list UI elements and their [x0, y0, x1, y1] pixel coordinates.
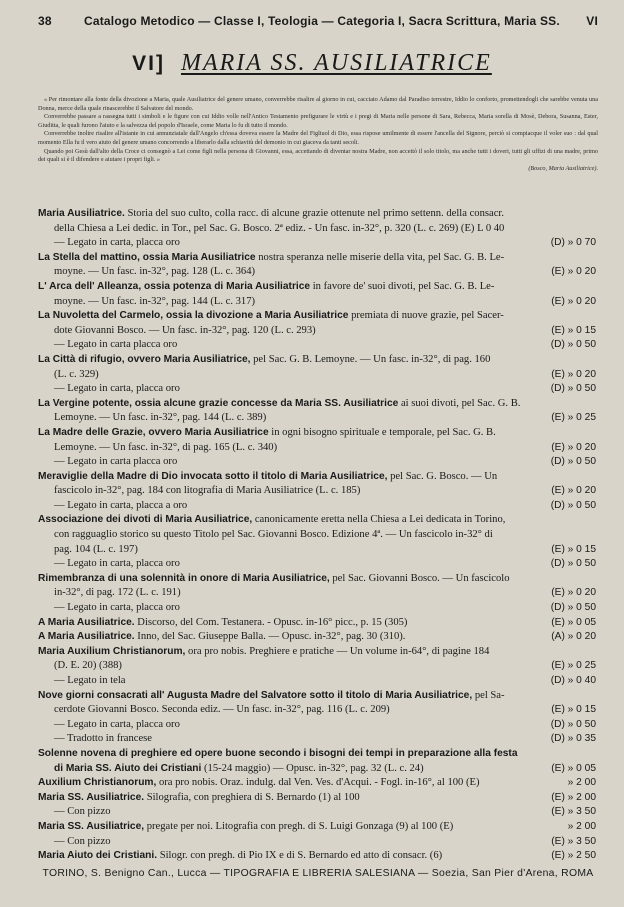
catalog-entry — [38, 309, 596, 324]
entry-price: (E) » 0 15 — [551, 543, 596, 555]
catalog-entry-continuation — [38, 441, 596, 456]
entry-price: (E) » 0 25 — [551, 660, 596, 672]
entry-text: Silogr. con pregh. di Pio IX e di S. Bernardo ed atto di consacr. (6) — [157, 850, 443, 862]
entry-text: Lemoyne. — Un fasc. in-32°, pag. 144 (L. c. 389) — [54, 412, 267, 424]
catalog-subentry — [38, 455, 596, 470]
entry-price: (D) » 0 50 — [550, 602, 596, 614]
entry-title: Meraviglie della Madre di Dio invocata sotto il titolo di Maria Ausiliatrice, — [38, 470, 388, 482]
entry-title: La Nuvoletta del Carmelo, ossia la divozione a Maria Ausiliatrice — [38, 310, 349, 322]
entry-price: (E) » 0 05 — [551, 762, 596, 774]
entry-price: (A) » 0 20 — [551, 631, 596, 643]
entry-text: in ogni bisogno spirituale e temporale, pel Sac. G. B. — [268, 426, 496, 438]
entry-text: (D. E. 20) (388) — [54, 660, 122, 672]
entry-price: (E) » 3 50 — [551, 806, 596, 818]
running-header — [38, 14, 598, 32]
entry-price: (D) » 0 40 — [550, 675, 596, 686]
catalog-entry-continuation — [38, 324, 596, 339]
catalog-entry — [38, 572, 596, 587]
entry-title: La Stella del mattino, ossia Maria Ausiliatrice — [38, 251, 256, 263]
entry-title: Maria SS. Ausiliatrice, — [38, 820, 145, 832]
entry-text: ora pro nobis. Oraz. indulg. dal Ven. Ves. d'Acqui. - Fogl. in-16°, al 100 (E) — [156, 777, 480, 789]
entry-text: moyne. — Un fasc. in-32°, pag. 144 (L. c. 317) — [54, 295, 256, 307]
catalog-entry-continuation — [38, 265, 596, 280]
entry-text: pel Sac. Giovanni Bosco. — Un fascicolo — [329, 572, 510, 584]
catalog-subentry — [38, 236, 596, 251]
catalog-entry-continuation — [38, 484, 596, 499]
catalog-entry — [38, 397, 596, 412]
catalog-entry — [38, 791, 596, 806]
entry-text: Inno, del Sac. Giuseppe Balla. — Opusc. in-32°, pag. 30 (310). — [134, 631, 406, 643]
catalog-entry — [38, 426, 596, 441]
entry-text: in favore de' suoi divoti, pel Sac. G. B. Le- — [310, 280, 495, 292]
entry-price: (E) » 0 20 — [551, 266, 596, 278]
catalog-subentry — [38, 382, 596, 397]
entry-text: della Chiesa a Lei dedic. in Tor., pel Sac. G. Bosco. 2ª ediz. - Un fasc. in-32°, p. 320 (L. c. 269) (E) L 0 40 — [54, 222, 505, 234]
entry-price: (E) » 2 50 — [551, 850, 596, 862]
entry-text: canonicamente eretta nella Chiesa a Lei dedicata in Torino, — [252, 514, 506, 526]
catalog-entry-continuation — [38, 586, 596, 601]
running-title: Catalogo Metodico — Classe I, Teologia — Categoria I, Sacra Scrittura, Maria SS. — [84, 14, 560, 28]
catalog-subentry — [38, 499, 596, 514]
entry-title: Maria Ausiliatrice. — [38, 208, 125, 219]
entry-text: nostra speranza nelle miserie della vita, pel Sac. G. B. Le- — [255, 251, 505, 263]
entry-title: Associazione dei divoti di Maria Ausiliatrice, — [38, 514, 253, 526]
quote-paragraph: Converrebbe passare a rassegna tutti i simboli e le figure con cui Iddio volle nell'Antico Testamento prefigurare le virtù e i pregi di Maria nelle persone di Sara, Rebecca, Maria sorella di Mosè, Debora, Susanna, Ester, Giuditta, le quali furono l'aiuto e la salvezza del popolo d'Israele, come Maria lo fu di tutto il mondo. — [38, 113, 598, 129]
entry-price: (E) » 0 05 — [551, 616, 596, 628]
catalog-entries — [38, 207, 596, 864]
catalog-subentry — [38, 805, 596, 820]
catalog-entry — [38, 849, 596, 864]
entry-title: A Maria Ausiliatrice. — [38, 631, 135, 643]
catalog-entry — [38, 251, 596, 266]
entry-title: Maria Aiuto dei Cristiani. — [38, 850, 158, 862]
catalog-entry-continuation — [38, 543, 596, 558]
entry-title: La Città di rifugio, ovvero Maria Ausiliatrice, — [38, 353, 251, 365]
entry-text: Lemoyne. — Un fasc. in-32°, di pag. 165 (L. c. 340) — [54, 441, 278, 453]
catalog-entry-continuation — [38, 703, 596, 718]
entry-text: (15-24 maggio) — Opusc. in-32°, pag. 32 (L. c. 24) — [201, 762, 424, 774]
entry-text: pag. 104 (L. c. 197) — [54, 543, 138, 555]
entry-text: pel Sac. G. B. Lemoyne. — Un fasc. in-32°, di pag. 160 — [250, 353, 491, 365]
intro-quote — [38, 96, 598, 173]
entry-text: con ragguaglio storico su questo Titolo pel Sac. Giovanni Bosco. Edizione 4ª. — Un fascicolo in-32° di — [54, 529, 493, 541]
entry-text: Silografia, con preghiera di S. Bernardo (1) al 100 — [144, 791, 360, 803]
catalog-entry-continuation — [38, 659, 596, 674]
entry-title: La Vergine potente, ossia alcune grazie concesse da Maria SS. Ausiliatrice — [38, 397, 399, 409]
entry-text: — Legato in carta, placca oro — [54, 718, 180, 730]
section-title — [0, 50, 624, 77]
entry-price: » 2 00 — [567, 820, 596, 832]
entry-text: in-32°, di pag. 172 (L. c. 191) — [54, 587, 181, 599]
entry-price: (D) » 0 35 — [550, 733, 596, 745]
entry-text: — Con pizzo — [54, 835, 111, 847]
entry-text: (L. c. 329) — [54, 368, 99, 380]
catalog-subentry — [38, 732, 596, 747]
entry-price: (D) » 0 50 — [550, 718, 596, 730]
entry-text: cerdote Giovanni Bosco. Seconda ediz. — Un fasc. in-32°, pag. 116 (L. c. 209) — [54, 704, 390, 716]
catalog-entry — [38, 207, 596, 222]
entry-text: ai suoi divoti, pel Sac. G. B. — [398, 397, 521, 409]
catalog-entry — [38, 280, 596, 295]
catalog-entry-continuation — [38, 528, 596, 543]
entry-text: — Legato in carta, placca a oro — [54, 499, 188, 511]
entry-text: fascicolo in-32°, pag. 184 con litografia di Maria Ausiliatrice (L. c. 185) — [54, 485, 361, 497]
catalog-subentry — [38, 674, 596, 689]
entry-text: — Legato in tela — [54, 675, 126, 686]
entry-price: (D) » 0 50 — [550, 558, 596, 570]
entry-text: pel Sac. G. Bosco. — Un — [387, 470, 498, 482]
section-name: MARIA SS. AUSILIATRICE — [180, 50, 492, 76]
entry-price: (D) » 0 50 — [550, 456, 596, 468]
catalog-entry-continuation — [38, 368, 596, 383]
catalog-subentry — [38, 557, 596, 572]
entry-price: (E) » 0 15 — [551, 704, 596, 716]
catalog-entry — [38, 630, 596, 645]
entry-price: (D) » 0 50 — [550, 339, 596, 351]
entry-price: (E) » 0 20 — [551, 295, 596, 307]
catalog-entry — [38, 513, 596, 528]
catalog-entry — [38, 470, 596, 485]
catalog-entry-continuation — [38, 295, 596, 310]
catalog-subentry — [38, 338, 596, 353]
entry-text: — Legato in carta, placca oro — [54, 237, 180, 249]
entry-text: — Legato in carta, placca oro — [54, 383, 180, 395]
entry-text: Discorso, del Com. Testanera. - Opusc. in-16° picc., p. 15 (305) — [134, 616, 408, 628]
entry-text: ora pro nobis. Preghiere e pratiche — Un volume in-64°, di pagine 184 — [185, 645, 490, 657]
catalog-entry — [38, 616, 596, 631]
entry-price: (E) » 0 15 — [551, 324, 596, 336]
quote-paragraph: Quando poi Gesù dall'alto della Croce ci consegnò a Lei come figli nella persona di Giovanni, essa, accettando di diventar nostra Madre, non accettò il solo titolo, ma anche tutti i doveri, tutti gli uffizi di una madre, primo dei quali si è il difendere e aiutare i propri figli. » — [38, 147, 598, 164]
catalog-subentry — [38, 601, 596, 616]
page-number: 38 — [38, 14, 52, 28]
section-number: VI] — [132, 52, 165, 75]
catalog-entry-continuation — [38, 762, 596, 777]
entry-title: Maria SS. Ausiliatrice. — [38, 791, 145, 803]
entry-text: Storia del suo culto, colla racc. di alcune grazie ottenute nel primo settenn. della consacr. — [124, 208, 505, 219]
entry-text: — Tradotto in francese — [54, 733, 152, 745]
entry-text: — Legato in carta, placca oro — [54, 558, 180, 570]
quote-paragraph: Converrebbe inoltre risalire all'istante in cui annunziatale dall'Angelo ch'essa doveva essere la Madre del Figliuol di Dio, essa rispose umilmente di essere l'ancella del Signore, perciò si compiacque il voler suo : dal qual momento Ella fu il vero aiuto del genere umano concorrendo a liberarlo dalla schiavitù del demonio in cui giaceva da tanti secoli. — [38, 130, 598, 146]
entry-title: Nove giorni consacrati all' Augusta Madre del Salvatore sotto il titolo di Maria Ausiliatrice, — [38, 689, 473, 701]
quote-paragraph: « Per rimontare alla fonte della divozione a Maria, quale Ausiliatrice del genere umano, converrebbe risalire al giorno in cui, cacciato Adamo dal Paradiso terrestre, Iddio lo conforto, promettendogli che sarebbe venuta una Donna, merce della quale rinascerebbe il Salvatore del mondo. — [38, 96, 598, 112]
entry-price: » 2 00 — [567, 777, 596, 789]
quote-signature: (Bosco, Maria Ausiliatrice). — [528, 164, 598, 172]
entry-price: (E) » 0 20 — [551, 485, 596, 497]
entry-price: (E) » 3 50 — [551, 835, 596, 847]
catalog-subentry — [38, 718, 596, 733]
catalog-entry-continuation — [38, 411, 596, 426]
section-mark: VI — [586, 14, 598, 28]
entry-price: (D) » 0 50 — [550, 383, 596, 395]
entry-price: (D) » 0 70 — [550, 237, 596, 249]
entry-text: — Legato in carta placca oro — [54, 456, 178, 468]
entry-price: (E) » 0 20 — [551, 441, 596, 453]
entry-text: moyne. — Un fasc. in-32°, pag. 128 (L. c. 364) — [54, 266, 256, 278]
entry-text: pel Sa- — [472, 689, 505, 701]
entry-title: Auxilium Christianorum, — [38, 777, 157, 789]
entry-price: (E) » 0 20 — [551, 587, 596, 599]
entry-title: La Madre delle Grazie, ovvero Maria Ausiliatrice — [38, 426, 269, 438]
entry-text: dote Giovanni Bosco. — Un fasc. in-32°, pag. 120 (L. c. 293) — [54, 324, 316, 336]
entry-text: pregate per noi. Litografia con pregh. di S. Luigi Gonzaga (9) al 100 (E) — [144, 820, 454, 832]
entry-price: (E) » 0 20 — [551, 368, 596, 380]
catalog-entry-continuation — [38, 222, 596, 237]
entry-title: Maria Auxilium Christianorum, — [38, 645, 186, 657]
publisher-footer: TORINO, S. Benigno Can., Lucca — TIPOGRAFIA E LIBRERIA SALESIANA — Soezia, San Pier d'Arena, ROMA — [42, 868, 594, 879]
entry-text: — Legato in carta, placca oro — [54, 602, 180, 614]
catalog-entry — [38, 820, 596, 835]
entry-text: premiata di nuove grazie, pel Sacer- — [348, 310, 504, 322]
entry-title: L' Arca dell' Alleanza, ossia potenza di Maria Ausiliatrice — [38, 280, 311, 292]
catalog-entry — [38, 645, 596, 660]
entry-text: — Con pizzo — [54, 806, 111, 818]
entry-title: di Maria SS. Aiuto dei Cristiani — [54, 762, 202, 774]
entry-price: (E) » 0 25 — [551, 412, 596, 424]
entry-text: — Legato in carta placca oro — [54, 339, 178, 351]
catalog-entry — [38, 689, 596, 704]
catalog-subentry — [38, 835, 596, 850]
entry-title: Solenne novena di preghiere ed opere buone secondo i bisogni dei tempi in preparazione alla festa — [38, 747, 518, 759]
entry-title: Rimembranza di una solennità in onore di Maria Ausiliatrice, — [38, 572, 330, 584]
entry-price: (D) » 0 50 — [550, 499, 596, 511]
catalog-entry — [38, 353, 596, 368]
catalog-entry — [38, 776, 596, 791]
entry-title: A Maria Ausiliatrice. — [38, 616, 135, 628]
entry-price: (E) » 2 00 — [551, 791, 596, 803]
catalog-entry — [38, 747, 596, 762]
